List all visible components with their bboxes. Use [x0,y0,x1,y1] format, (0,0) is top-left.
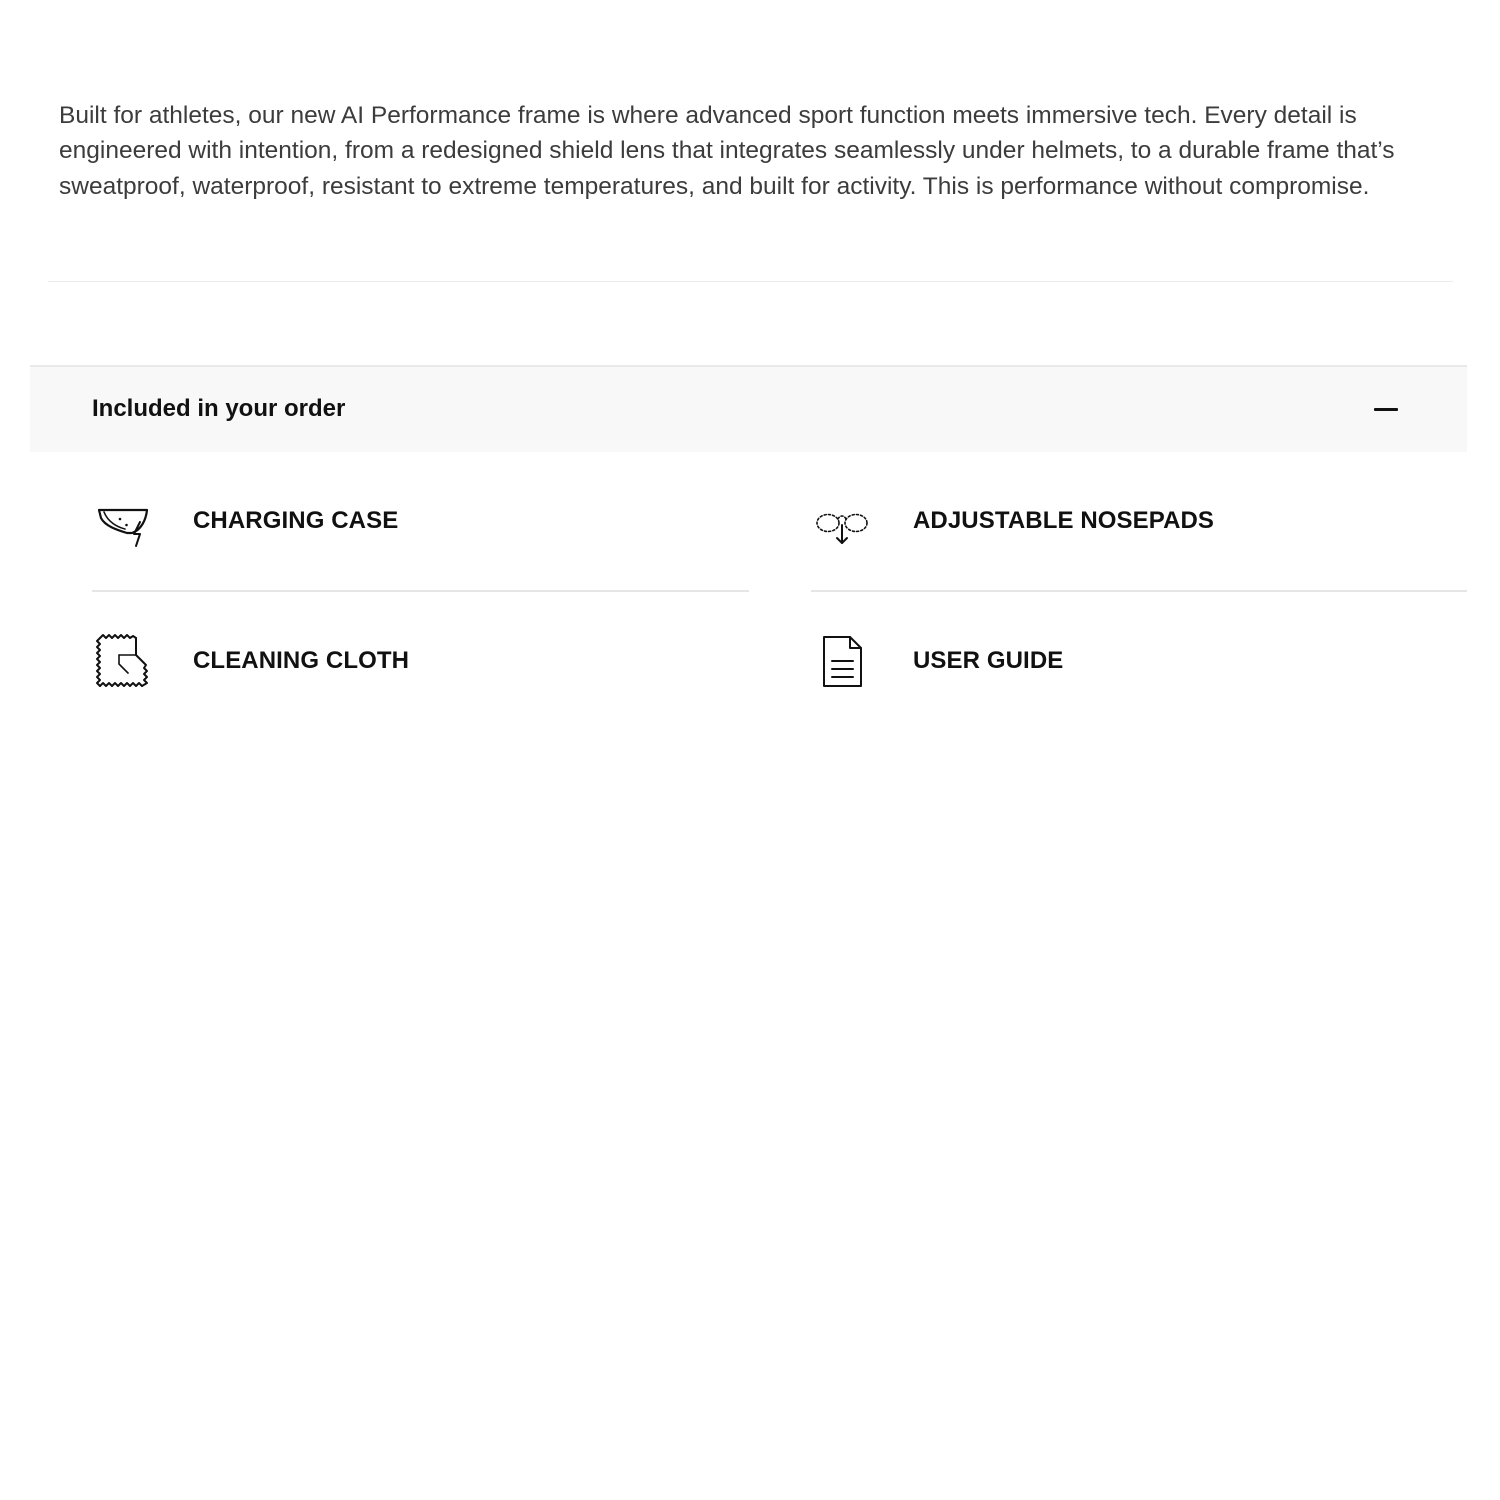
list-item-adjustable-nosepads [812,491,1452,551]
row-divider [92,590,749,592]
product-description: Built for athletes, our new AI Performance frame is where advanced sport function meets immersive tech. Every detail is engineered with intention, from a redesigned shield lens that integrates seamlessly under helmets, to a durable frame that’s sweatproof, waterproof, resistant to extreme temperatures, and built for activity. This is performance without compromise. [59,102,1395,200]
minus-icon[interactable] [1371,393,1401,425]
row-divider [811,590,1467,592]
item-label: CLEANING CLOTH [193,647,410,674]
item-label: USER GUIDE [913,647,1064,674]
list-item-charging-case [92,491,732,551]
cleaning-cloth-icon [92,631,152,691]
user-guide-icon [812,631,872,691]
list-item-cleaning-cloth [92,631,732,691]
item-label: ADJUSTABLE NOSEPADS [913,507,1215,534]
section-divider [48,281,1453,282]
list-item-user-guide [812,631,1452,691]
accordion-title: Included in your order [92,395,346,422]
accordion-header-included-in-order[interactable] [30,365,1467,452]
nosepads-icon [812,491,872,551]
charging-case-icon [92,491,152,551]
item-label: CHARGING CASE [193,507,399,534]
